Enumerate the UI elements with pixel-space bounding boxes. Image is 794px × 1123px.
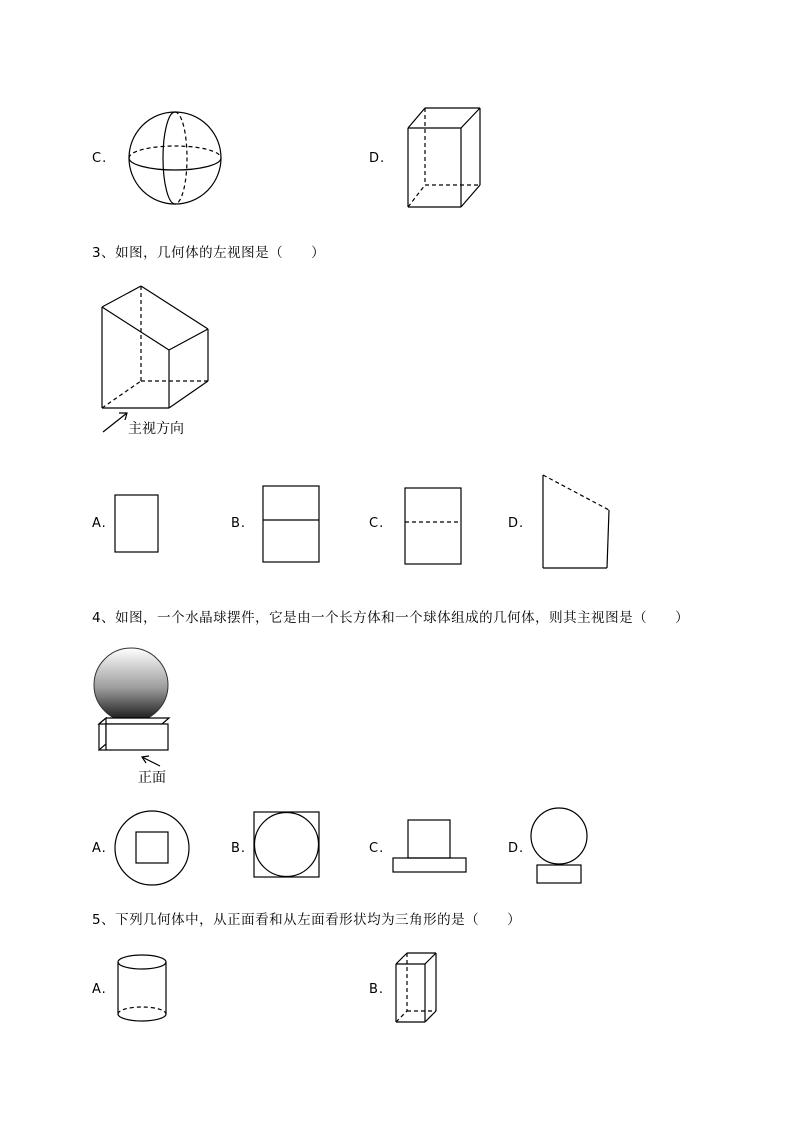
q4-option-c-figure: [391, 818, 469, 874]
q3-option-a-label: A.: [92, 516, 107, 531]
crystal-ball-figure: [90, 646, 180, 761]
q3-option-c-figure: [404, 487, 464, 567]
q4-option-c-label: C.: [369, 841, 385, 856]
q3-option-d-label: D.: [508, 516, 525, 531]
sphere-figure: [125, 108, 225, 208]
q3-option-c-label: C.: [369, 516, 385, 531]
question-3-text: 3、如图，几何体的左视图是（ ）: [92, 245, 326, 261]
question-4-text: 4、如图，一个水晶球摆件，它是由一个长方体和一个球体组成的几何体，则其主视图是（ ）: [92, 610, 690, 626]
cuboid-figure: [405, 105, 485, 210]
q4-option-d-figure: [528, 806, 592, 886]
view-direction-label: 主视方向: [128, 421, 184, 437]
question-5-text: 5、下列几何体中，从正面看和从左面看形状均为三角形的是（ ）: [92, 912, 522, 928]
square-prism-figure: [392, 950, 440, 1026]
q4-option-b-label: B.: [231, 841, 247, 856]
q4-option-d-label: D.: [508, 841, 525, 856]
q5-option-b-label: B.: [369, 982, 385, 997]
view-direction-arrow: [100, 408, 130, 436]
q3-option-a-figure: [114, 494, 160, 554]
option-d-label: D.: [369, 151, 386, 166]
q4-option-b-figure: [253, 811, 323, 881]
option-c-label: C.: [92, 151, 108, 166]
q3-option-b-label: B.: [231, 516, 247, 531]
q5-option-a-label: A.: [92, 982, 107, 997]
q4-option-a-figure: [113, 810, 193, 890]
prism-figure: [95, 283, 215, 413]
q3-option-b-figure: [262, 485, 322, 565]
front-label: 正面: [138, 770, 166, 786]
q4-option-a-label: A.: [92, 841, 107, 856]
q3-option-d-figure: [540, 472, 612, 572]
cylinder-figure: [115, 952, 171, 1026]
